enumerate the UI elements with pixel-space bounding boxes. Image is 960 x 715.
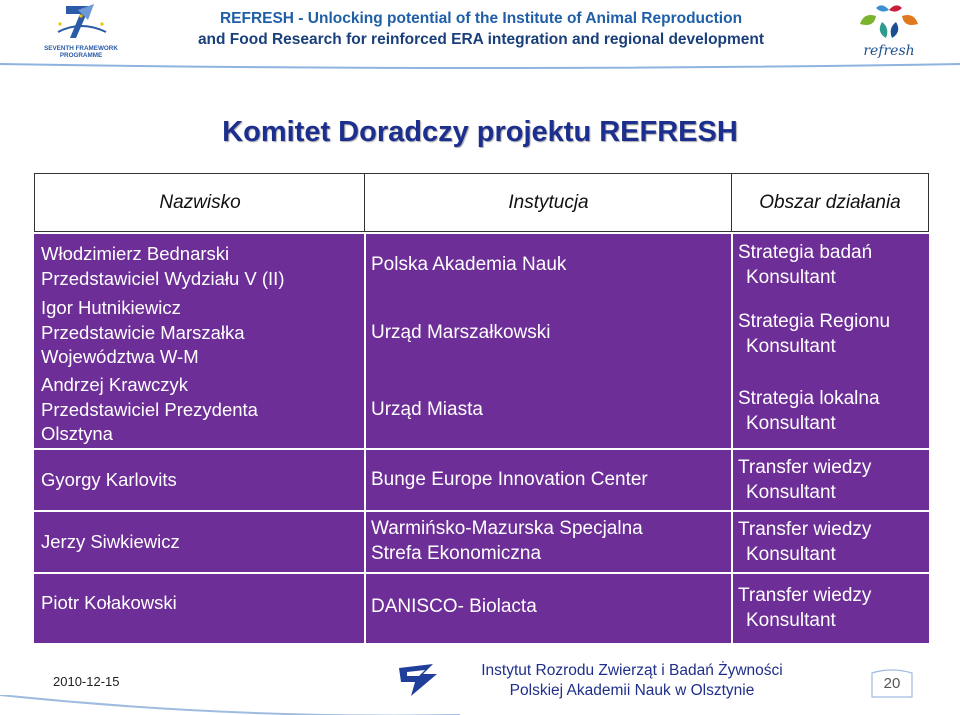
institution-name: Warmińsko-Mazurska Specjalna	[371, 518, 643, 539]
row-divider	[34, 448, 364, 450]
table-row-6-area	[738, 583, 871, 633]
row-divider	[733, 572, 929, 574]
column-divider	[364, 234, 366, 643]
table-row-6-names	[41, 591, 177, 616]
table-row-3-area	[738, 386, 880, 436]
refresh-logo	[846, 2, 932, 60]
table-row-6-institution	[371, 595, 537, 620]
row-divider	[34, 510, 364, 512]
row-divider	[366, 572, 731, 574]
table-row-1-names	[41, 242, 284, 291]
project-title-line-2: and Food Research for reinforced ERA integration and regional development	[197, 31, 765, 48]
project-title	[166, 8, 796, 50]
page-number-text: 20	[883, 674, 901, 692]
table-header	[34, 173, 929, 234]
area-of-activity: Strategia Regionu	[738, 311, 891, 332]
member-role: Przedstawiciel Prezydenta	[41, 398, 258, 420]
institution-name: Strefa Ekonomiczna	[371, 542, 542, 564]
member-role: Województwa W-M	[41, 346, 199, 367]
area-of-activity: Transfer wiedzy	[738, 585, 872, 606]
member-role: Przedstawiciel Wydziału V (II)	[41, 267, 285, 289]
refresh-logo-text: refresh	[863, 43, 915, 59]
table-row-4-institution	[371, 468, 648, 493]
institution-name: Urząd Miasta	[371, 399, 483, 420]
table-row-3-institution	[371, 398, 483, 423]
table-row-2-names	[41, 296, 245, 370]
column-divider	[731, 234, 733, 643]
seventh-framework-programme-logo	[44, 2, 118, 60]
svg-text:PROGRAMME: PROGRAMME	[59, 52, 103, 59]
member-role: Przedstawicie Marszałka	[41, 321, 245, 343]
table-row-3-names	[41, 373, 258, 447]
member-role: Olsztyna	[41, 423, 113, 444]
member-name: Jerzy Siwkiewicz	[41, 531, 180, 552]
slide-title: Komitet Doradczy projektu REFRESH	[222, 116, 738, 148]
header-divider	[0, 62, 960, 72]
slide-date: 2010-12-15	[53, 674, 120, 689]
institute-name	[454, 661, 810, 701]
table-row-2-area	[738, 309, 890, 359]
institution-name: DANISCO- Biolacta	[371, 596, 537, 617]
table-row-5-area	[738, 517, 871, 567]
area-role: Konsultant	[746, 413, 836, 434]
institution-name: Urząd Marszałkowski	[371, 322, 551, 343]
member-name: Igor Hutnikiewicz	[41, 297, 181, 318]
row-divider	[733, 448, 929, 450]
institution-name: Bunge Europe Innovation Center	[371, 469, 648, 490]
table-row-2-institution	[371, 321, 550, 346]
area-of-activity: Transfer wiedzy	[738, 457, 872, 478]
area-of-activity: Transfer wiedzy	[738, 519, 872, 540]
refresh-leaves-icon	[846, 2, 932, 44]
table-row-4-area	[738, 455, 871, 505]
area-role: Konsultant	[746, 336, 836, 357]
table-row-5-names	[41, 530, 180, 555]
area-role: Konsultant	[746, 267, 836, 288]
row-divider	[366, 448, 731, 450]
row-divider	[34, 572, 364, 574]
institution-name: Polska Akademia Nauk	[371, 254, 567, 275]
member-name: Włodzimierz Bednarski	[41, 243, 230, 264]
table-row-4-names	[41, 468, 177, 493]
footer-wave-decoration	[0, 695, 460, 715]
area-of-activity: Strategia badań	[738, 242, 873, 263]
institute-name-line-2: Polskiej Akademii Nauk w Olsztynie	[509, 682, 755, 699]
area-role: Konsultant	[746, 544, 836, 565]
member-name: Gyorgy Karlovits	[41, 469, 177, 490]
column-header-institution: Instytucja	[364, 173, 733, 232]
table-row-5-institution	[371, 517, 643, 566]
row-divider	[366, 510, 731, 512]
slide-header	[0, 0, 960, 62]
institute-name-line-1: Instytut Rozrodu Zwierząt i Badań Żywności	[481, 662, 783, 679]
member-name: Andrzej Krawczyk	[41, 374, 189, 395]
project-title-line-1: REFRESH - Unlocking potential of the Institute of Animal Reproduction	[219, 10, 743, 27]
institute-logo-icon	[393, 662, 443, 698]
table-row-1-institution	[371, 253, 566, 278]
area-role: Konsultant	[746, 482, 836, 503]
area-of-activity: Strategia lokalna	[738, 388, 880, 409]
column-header-name: Nazwisko	[34, 173, 366, 232]
table-row-1-area	[738, 240, 872, 290]
table-body	[34, 234, 929, 643]
page-number	[870, 667, 914, 699]
svg-text:SEVENTH FRAMEWORK: SEVENTH FRAMEWORK	[44, 45, 118, 52]
column-header-area: Obszar działania	[731, 173, 929, 232]
member-name: Piotr Kołakowski	[41, 592, 177, 613]
area-role: Konsultant	[746, 610, 836, 631]
row-divider	[733, 510, 929, 512]
